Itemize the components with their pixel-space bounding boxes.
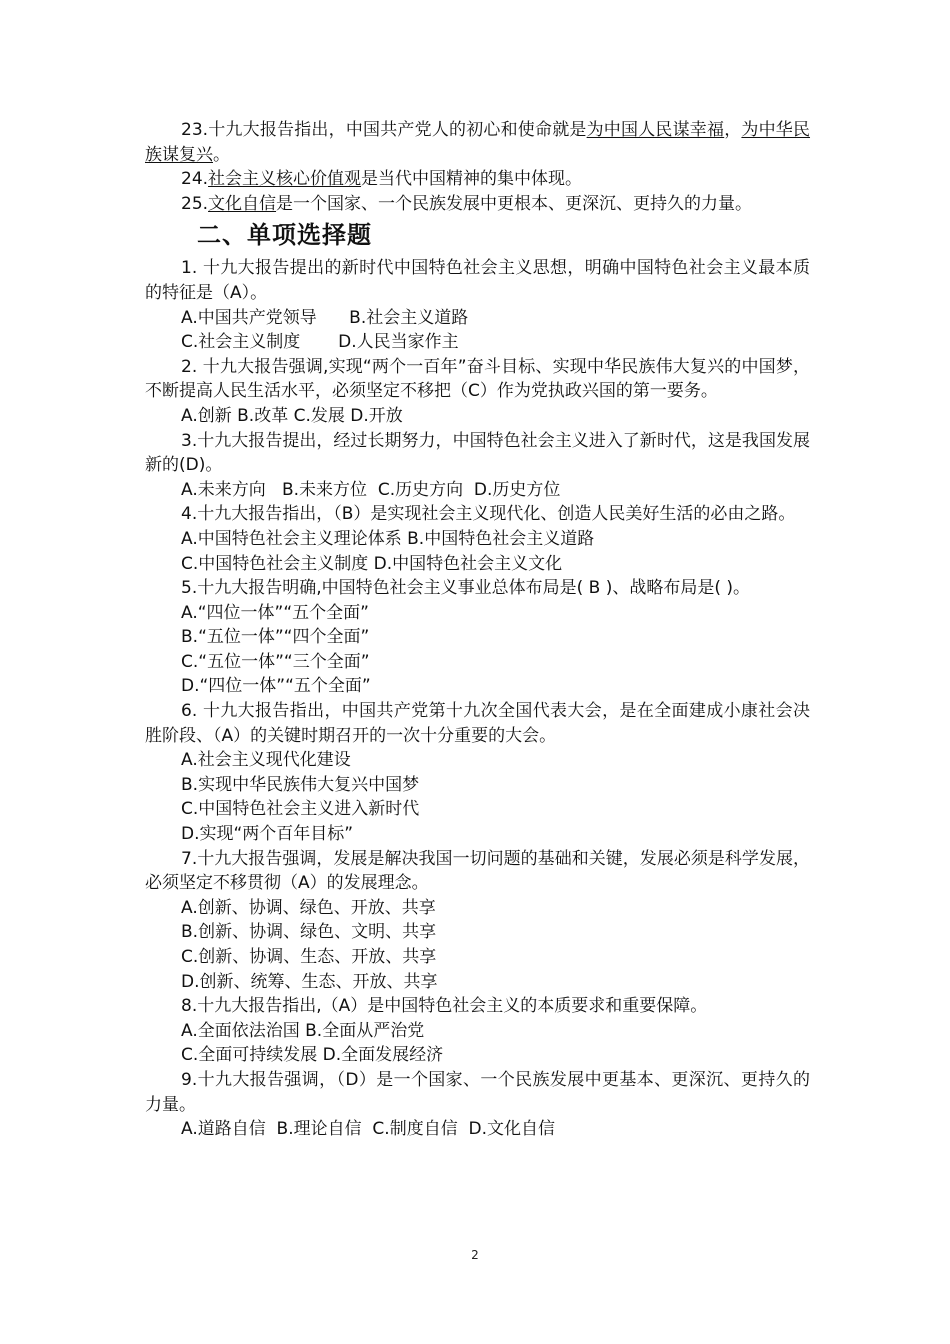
question-5-option-d: D.“四位一体”“五个全面”	[181, 676, 371, 697]
question-5-option-a: A.“四位一体”“五个全面”	[181, 602, 369, 623]
item-23-prefix: 23.十九大报告指出，中国共产党人的初心和使命就是	[181, 120, 587, 140]
question-2-stem: 2. 十九大报告强调,实现“两个一百年”奋斗目标、实现中华民族伟大复兴的中国梦，不断提高人民生活水平，必须坚定不移把（C）作为党执政兴国的第一要务。	[145, 356, 810, 402]
question-8-options-1: A.全面依法治国 B.全面从严治党	[181, 1020, 425, 1041]
question-9-stem: 9.十九大报告强调，（D）是一个国家、一个民族发展中更基本、更深沉、更持久的力量。	[145, 1069, 810, 1115]
question-4-stem: 4.十九大报告指出，（B）是实现社会主义现代化、创造人民美好生活的必由之路。	[181, 504, 796, 525]
question-2-options-1: A.创新 B.改革 C.发展 D.开放	[181, 405, 403, 426]
question-5-stem: 5.十九大报告明确,中国特色社会主义事业总体布局是( B )、战略布局是( )。	[181, 578, 751, 599]
item-25-answer: 文化自信	[208, 193, 277, 214]
item-23-answer-1: 为中国人民谋幸福	[586, 120, 725, 140]
item-25-suffix: 是一个国家、一个民族发展中更根本、更深沉、更持久的力量。	[276, 193, 753, 214]
question-7-option-c: C.创新、协调、生态、开放、共享	[181, 947, 437, 967]
item-23-answer-2: 为中华民族谋复兴	[145, 120, 811, 165]
question-8-stem: 8.十九大报告指出,（A）是中国特色社会主义的本质要求和重要保障。	[181, 996, 708, 1017]
item-25-prefix: 25.	[181, 193, 209, 214]
page-content	[145, 118, 810, 1142]
question-6-option-c: C.中国特色社会主义进入新时代	[181, 799, 420, 820]
question-6-option-b: B.实现中华民族伟大复兴中国梦	[181, 774, 420, 795]
question-5-option-c: C.“五位一体”“三个全面”	[181, 651, 370, 672]
item-24-prefix: 24.	[181, 169, 209, 190]
question-7-option-d: D.创新、统筹、生态、开放、共享	[181, 971, 438, 992]
question-7-option-a: A.创新、协调、绿色、开放、共享	[181, 897, 436, 918]
item-24-answer: 社会主义核心价值观	[208, 169, 362, 190]
question-1-options-2: C.社会主义制度 D.人民当家作主	[181, 332, 459, 353]
question-3-options-1: A.未来方向 B.未来方位 C.历史方向 D.历史方位	[181, 479, 561, 500]
question-3-stem: 3.十九大报告提出，经过长期努力，中国特色社会主义进入了新时代，这是我国发展新的(D)。	[145, 430, 810, 476]
section-heading: 二、单项选择题	[197, 221, 372, 250]
question-6-option-a: A.社会主义现代化建设	[181, 750, 351, 771]
item-25	[145, 192, 810, 217]
question-4-options-2: C.中国特色社会主义制度 D.中国特色社会主义文化	[181, 553, 563, 574]
question-9-options-1: A.道路自信 B.理论自信 C.制度自信 D.文化自信	[181, 1119, 555, 1140]
item-24	[145, 167, 810, 192]
page-number: 2	[471, 1248, 479, 1262]
item-23	[145, 118, 810, 167]
question-1-stem: 1. 十九大报告提出的新时代中国特色社会主义思想，明确中国特色社会主义最本质的特征是（A）。	[145, 258, 810, 303]
item-23-separator: ，	[724, 120, 742, 140]
item-23-suffix: 。	[213, 144, 230, 165]
question-7-stem: 7.十九大报告强调，发展是解决我国一切问题的基础和关键，发展必须是科学发展，必须坚定不移贯彻（A）的发展理念。	[145, 848, 810, 894]
item-24-suffix: 是当代中国精神的集中体现。	[361, 169, 583, 190]
question-5-option-b: B.“五位一体”“四个全面”	[181, 627, 370, 648]
question-1-options-1: A.中国共产党领导 B.社会主义道路	[181, 307, 469, 328]
question-6-option-d: D.实现“两个百年目标”	[181, 824, 354, 845]
question-6-stem: 6. 十九大报告指出，中国共产党第十九次全国代表大会，是在全面建成小康社会决胜阶段、（A）的关键时期召开的一次十分重要的大会。	[145, 701, 810, 746]
question-8-options-2: C.全面可持续发展 D.全面发展经济	[181, 1045, 444, 1066]
question-7-option-b: B.创新、协调、绿色、文明、共享	[181, 922, 437, 943]
question-4-options-1: A.中国特色社会主义理论体系 B.中国特色社会主义道路	[181, 528, 595, 549]
